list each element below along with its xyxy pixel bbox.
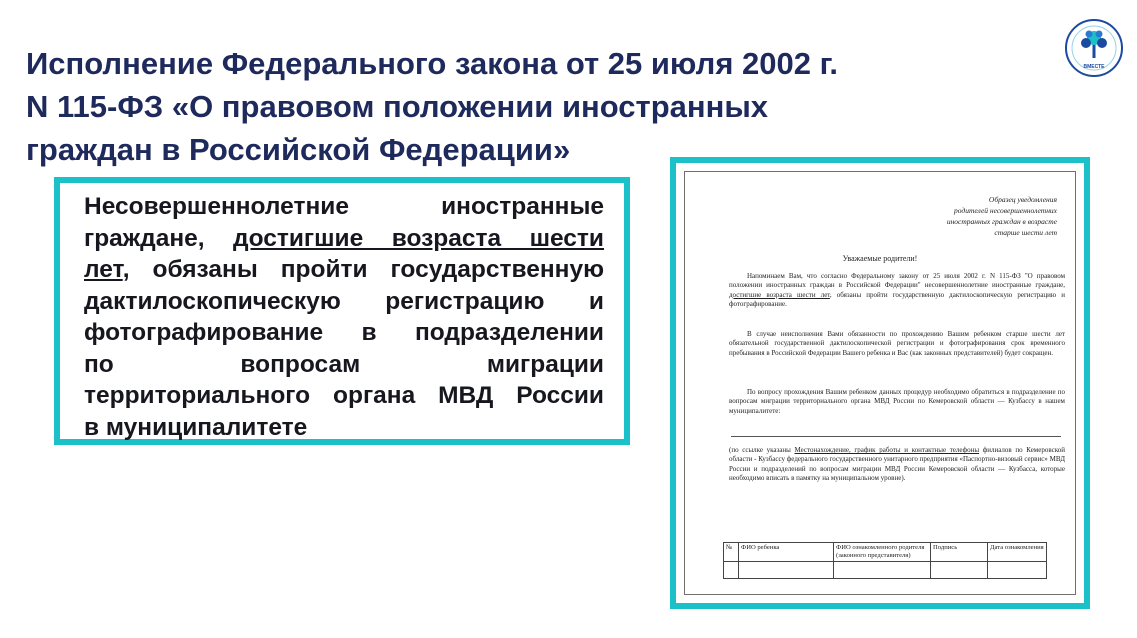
sample-note-line: Образец уведомления bbox=[988, 195, 1057, 204]
sample-note bbox=[907, 194, 1057, 238]
table-cell bbox=[834, 562, 931, 579]
doc-fragment: Напоминаем Вам, что согласно Федеральному закону от 25 июля 2002 г. N 115-ФЗ "О правовом положении иностранных граждан в Российской Федерации" несовершеннолетние иностранные граждане, bbox=[729, 272, 1065, 290]
info-fragment-underlined: достигшие возраста шести bbox=[233, 224, 604, 252]
sample-note-line: иностранных граждан в возрасте bbox=[946, 217, 1057, 226]
table-header-cell: Подпись bbox=[931, 543, 988, 562]
info-fragment: , обязаны пройти государственную bbox=[122, 256, 604, 283]
table-row bbox=[724, 562, 1047, 579]
table-header-cell: Дата ознакомления bbox=[988, 543, 1047, 562]
doc-fragment-underlined: достигшие возраста шести лет bbox=[729, 290, 830, 299]
doc-fragment: филиалов по Кемеровской области - Кузбассу федерального государственного унитарного предприятия «Паспортно-визовый сервис» МВД России и подразделений по вопросам миграции МВД России Кемеровской области — Кузбасса, которые необходимо вписать в памятку на муниципальном уровне). bbox=[729, 446, 1065, 483]
acknowledgement-table bbox=[723, 542, 1047, 579]
title-line: граждан в Российской Федерации» bbox=[26, 132, 571, 167]
table-header-cell: № bbox=[724, 543, 739, 562]
greeting: Уважаемые родители! bbox=[842, 254, 918, 263]
table-header-cell: ФИО ознакомленного родителя (законного представителя) bbox=[834, 543, 931, 562]
svg-text:ВМЕСТЕ: ВМЕСТЕ bbox=[1083, 64, 1105, 70]
document-preview-frame bbox=[670, 157, 1090, 609]
table-cell bbox=[724, 562, 739, 579]
doc-fragment: , обязаны пройти государственную дактилоскопическую регистрацию и фотографирование. bbox=[729, 290, 1066, 309]
logo bbox=[1064, 18, 1124, 78]
tree-logo-icon bbox=[1064, 18, 1124, 78]
doc-paragraph-1 bbox=[729, 272, 1065, 310]
info-line: дактилоскопическую регистрацию и bbox=[84, 287, 604, 315]
doc-paragraph-2: В случае неисполнения Вами обязанности по прохождению Вашим ребенком старше шести лет обязательной государственной дактилоскопической регистрации и фотографирования срок временного пребывания в Российской Федерации Вашего ребенка и Вас (как законных представителей) будет сокращен. bbox=[729, 330, 1065, 357]
info-line bbox=[84, 223, 604, 255]
info-text bbox=[84, 191, 604, 443]
info-line: по вопросам миграции bbox=[84, 350, 604, 378]
table-cell bbox=[931, 562, 988, 579]
info-line: территориального органа МВД России bbox=[84, 382, 604, 409]
info-line: фотографирование в подразделении bbox=[84, 319, 604, 346]
table-header-row bbox=[724, 543, 1047, 562]
table-cell bbox=[739, 562, 834, 579]
doc-paragraph-3: По вопросу прохождения Вашим ребенком данных процедур необходимо обратиться в подразделение по вопросам миграции территориального органа МВД России по Кемеровской области — Кузбассу в нашем муниципалитете: bbox=[729, 388, 1065, 415]
info-fragment-underlined: лет bbox=[84, 256, 123, 283]
table-cell bbox=[988, 562, 1047, 579]
info-line bbox=[84, 254, 604, 286]
sample-note-line: старше шести лет bbox=[994, 228, 1057, 237]
blank-line bbox=[731, 436, 1061, 437]
info-panel bbox=[54, 177, 630, 445]
title-line: Исполнение Федерального закона от 25 июля 2002 г. bbox=[26, 46, 839, 81]
doc-fragment: (по ссылке указаны bbox=[729, 446, 795, 454]
slide-title bbox=[26, 42, 966, 171]
doc-paragraph-4 bbox=[729, 446, 1065, 484]
document-page bbox=[684, 171, 1076, 595]
info-line: в муниципалитете bbox=[84, 413, 308, 441]
table-header-cell: ФИО ребенка bbox=[739, 543, 834, 562]
info-fragment: граждане, bbox=[84, 224, 234, 252]
sample-note-line: родителей несовершеннолетних bbox=[954, 206, 1057, 215]
info-line: Несовершеннолетние иностранные bbox=[84, 193, 604, 220]
doc-fragment-underlined: Местонахождение, график работы и контактные телефоны bbox=[794, 446, 980, 454]
title-line: N 115-ФЗ «О правовом положении иностранных bbox=[26, 89, 769, 124]
